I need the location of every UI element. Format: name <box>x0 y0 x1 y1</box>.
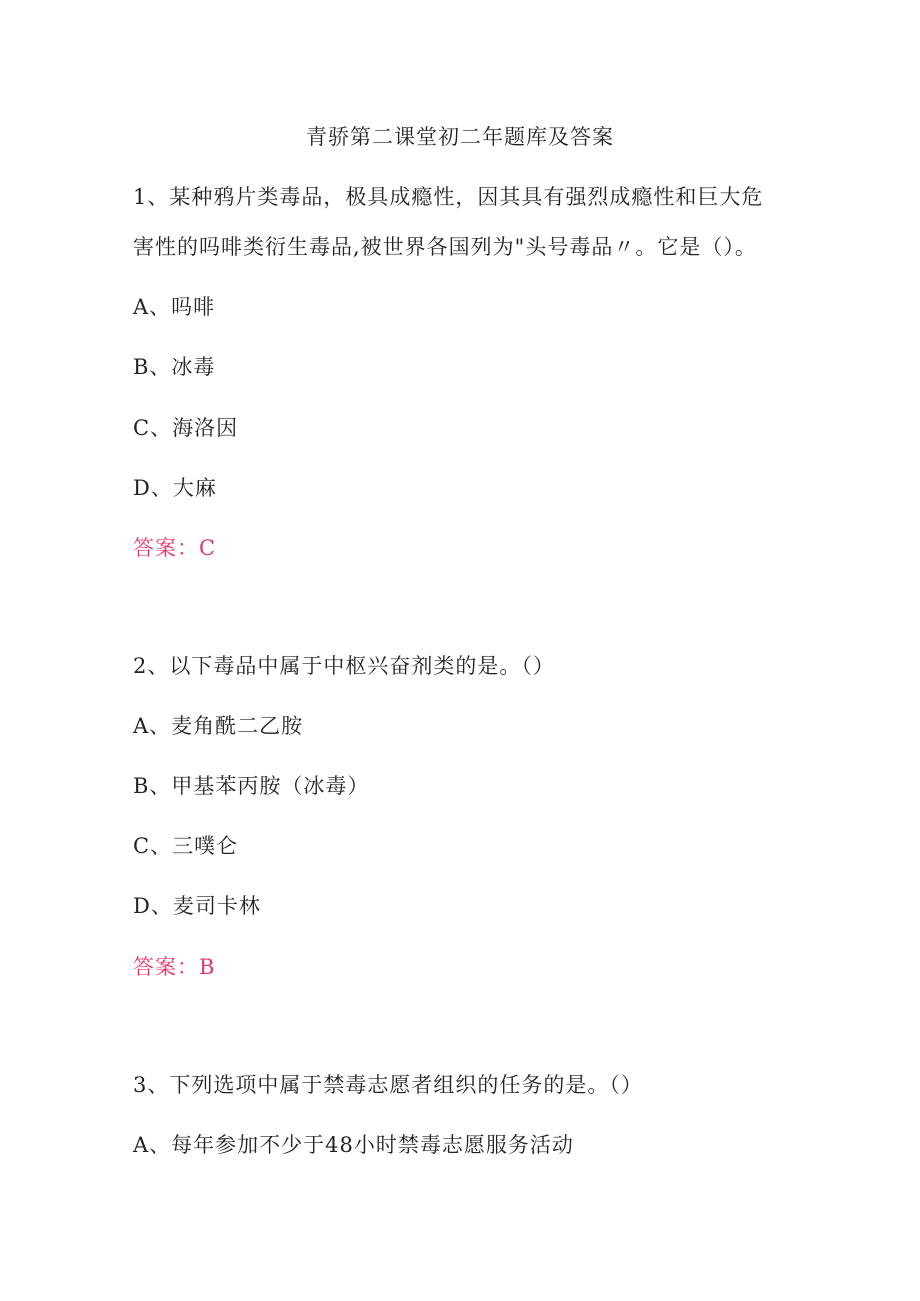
question-2-answer: 答案：B <box>133 955 216 979</box>
question-2-option-a: A、麦角酰二乙胺 <box>133 714 304 738</box>
question-1-option-c: C、海洛因 <box>133 416 239 440</box>
question-1-option-a: A、吗啡 <box>133 295 216 319</box>
question-2-stem-line-1: 2、以下毒品中属于中枢兴奋剂类的是。（） <box>133 654 555 678</box>
question-1-stem-line-1: 1、某种鸦片类毒品，极具成瘾性，因其具有强烈成瘾性和巨大危 <box>133 185 764 209</box>
question-1-stem-line-2: 害性的吗啡类衍生毒品,被世界各国列为"头号毒品〃。它是（）。 <box>133 235 757 259</box>
question-2-option-d: D、麦司卡林 <box>133 894 261 918</box>
question-3-option-a: A、每年参加不少于48小时禁毒志愿服务活动 <box>133 1133 574 1157</box>
question-2-option-c: C、三噗仑 <box>133 834 239 858</box>
question-1-option-d: D、大麻 <box>133 476 217 500</box>
question-1-option-b: B、冰毒 <box>133 355 216 379</box>
document-title: 青骄第二课堂初二年题库及答案 <box>306 125 614 149</box>
question-1-answer: 答案：C <box>133 536 217 560</box>
question-2-option-b: B、甲基苯丙胺（冰毒） <box>133 774 370 798</box>
question-3-stem-line-1: 3、下列选项中属于禁毒志愿者组织的任务的是。（） <box>133 1073 643 1097</box>
